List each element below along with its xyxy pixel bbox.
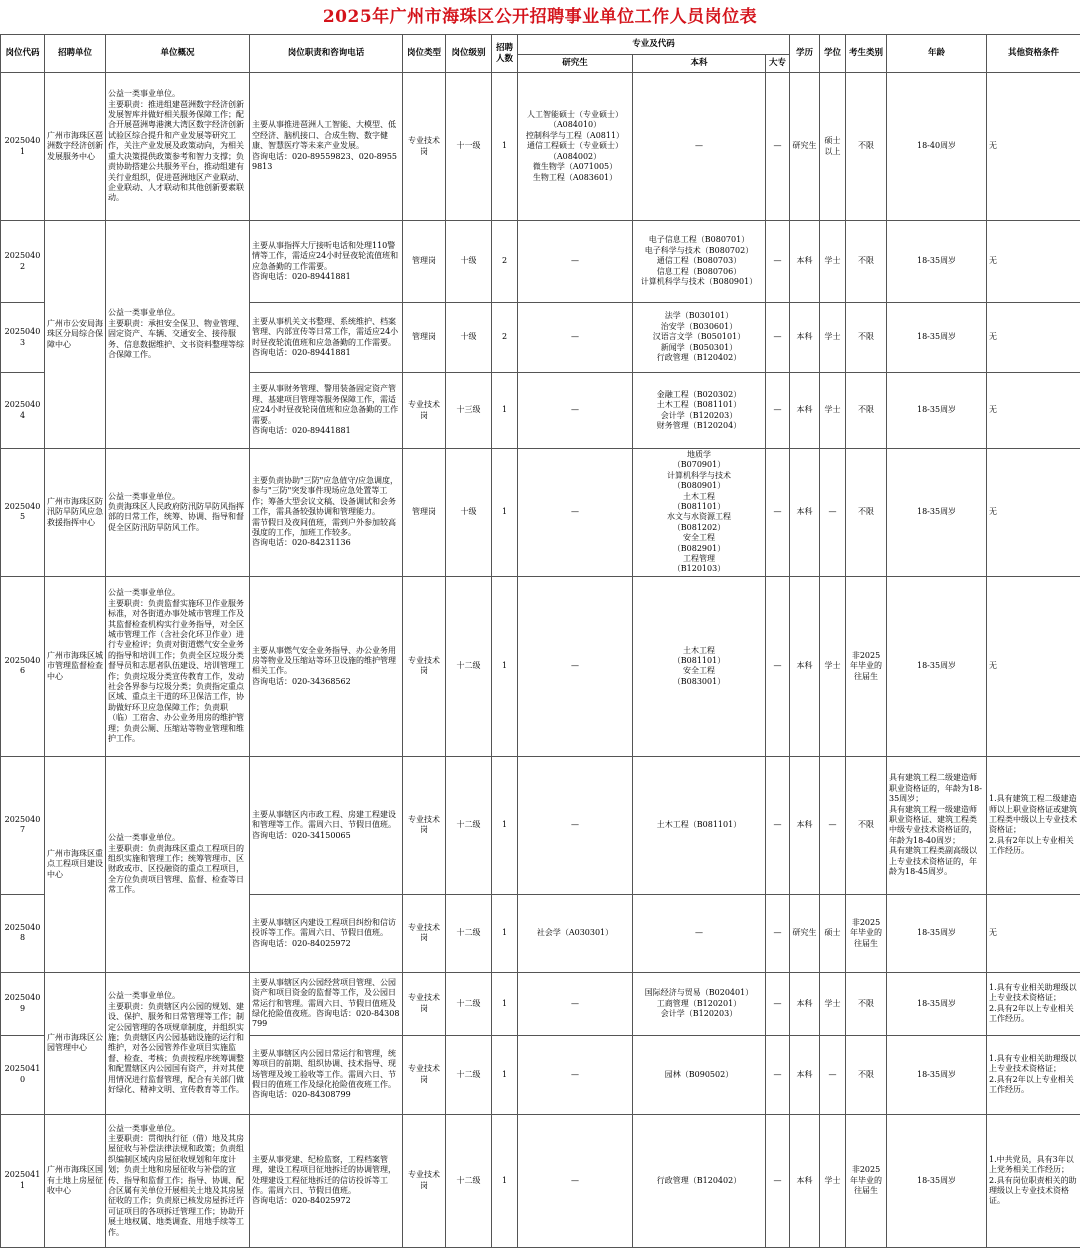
- cell-degree: 学士: [820, 221, 846, 303]
- cell-category: 不限: [846, 373, 887, 449]
- cell-age: 18-35周岁: [887, 576, 987, 756]
- cell-code: 20250403: [1, 303, 45, 373]
- cell-edu: 本科: [790, 303, 820, 373]
- cell-other: 无: [987, 894, 1080, 972]
- cell-overview: 公益一类事业单位。 负责海珠区人民政府防汛防旱防风指挥部的日常工作，统筹、协调、指导和督促全区防汛防旱防风工作。: [106, 449, 250, 577]
- cell-edu: 研究生: [790, 73, 820, 221]
- cell-category: 不限: [846, 972, 887, 1035]
- cell-count: 1: [492, 373, 518, 449]
- cell-other: 无: [987, 373, 1080, 449]
- cell-level: 十二级: [446, 1114, 492, 1247]
- cell-degree: 硕士: [820, 894, 846, 972]
- cell-college: —: [766, 303, 790, 373]
- cell-other: 1.具有专业相关助理级以上专业技术资格证； 2.具有2年以上专业相关工作经历。: [987, 972, 1080, 1035]
- cell-type: 专业技术岗: [403, 972, 446, 1035]
- header-age: 年龄: [887, 35, 987, 73]
- cell-duty: 主要从事燃气安全业务指导、办公业务用房等物业及压缩站等环卫设施的维护管理相关工作。 咨询电话：020-34368562: [250, 576, 403, 756]
- cell-duty: 主要从事辖区内市政工程、房建工程建设和管理等工作。需周六日、节假日值班。 咨询电话：020-34150065: [250, 756, 403, 894]
- header-grad: 研究生: [518, 55, 633, 73]
- cell-category: 不限: [846, 1035, 887, 1114]
- cell-category: 非2025年毕业的往届生: [846, 576, 887, 756]
- cell-grad: —: [518, 303, 633, 373]
- cell-count: 2: [492, 303, 518, 373]
- cell-grad: —: [518, 972, 633, 1035]
- cell-level: 十二级: [446, 972, 492, 1035]
- cell-category: 不限: [846, 73, 887, 221]
- cell-age: 18-35周岁: [887, 373, 987, 449]
- header-college: 大专: [766, 55, 790, 73]
- cell-type: 专业技术岗: [403, 1114, 446, 1247]
- cell-bach: 土木工程 （B081101） 安全工程 （B083001）: [633, 576, 766, 756]
- cell-other: 无: [987, 221, 1080, 303]
- cell-college: —: [766, 576, 790, 756]
- cell-college: —: [766, 894, 790, 972]
- cell-bach: 金融工程（B020302） 土木工程（B081101） 会计学（B120203） 财务管理（B120204）: [633, 373, 766, 449]
- cell-level: 十级: [446, 221, 492, 303]
- cell-type: 管理岗: [403, 449, 446, 577]
- cell-code: 20250402: [1, 221, 45, 303]
- cell-duty: 主要从事辖区内公园日常运行和管理，统筹项目的前期、组织协调、技术指导、现场管理及竣工验收等工作。需周六日、节假日的值班工作及绿化抢险值夜班工作。咨询电话：020-84308799: [250, 1035, 403, 1114]
- cell-type: 管理岗: [403, 221, 446, 303]
- cell-overview: 公益一类事业单位。 主要职责：负责辖区内公园的规划、建设、保护、服务和日常管理等工作；制定公园管理的各项规章制度，并组织实施；负责辖区内公园基础设施的运行和维护，对各公园管养作业项目实施监督、检查、考核；负责按程序统筹调整和配置辖区内公园国有资产，并对其使用情况进行监督管理，配合有关部门做好绿化、精神文明、宣传教育等工作。: [106, 972, 250, 1114]
- cell-grad: —: [518, 1114, 633, 1247]
- cell-overview: 公益一类事业单位。 主要职责：推进组建琶洲数字经济创新发展智库并做好相关服务保障工作；配合开展琶洲粤港澳大湾区数字经济创新试验区综合提升和产业发展等研究工作，关注产业发展及政策动向，为相关重大决策提供政策参考和智力支撑；负责协助搭建公共服务平台，推动组建有关行业组织，促进琶洲地区产业联动、企业联动、人才联动和其他创新要素联动。: [106, 73, 250, 221]
- cell-other: 无: [987, 449, 1080, 577]
- cell-age: 18-40周岁: [887, 73, 987, 221]
- cell-code: 20250407: [1, 756, 45, 894]
- cell-code: 20250411: [1, 1114, 45, 1247]
- cell-type: 专业技术岗: [403, 1035, 446, 1114]
- cell-degree: 硕士以上: [820, 73, 846, 221]
- cell-college: —: [766, 221, 790, 303]
- header-count: 招聘人数: [492, 35, 518, 73]
- cell-duty: 主要从事辖区内公园经营项目管理、公园资产和项目资金的监督等工作，及公园日常运行和管理。需周六日、节假日值班及绿化抢险值夜班。咨询电话：020-84308799: [250, 972, 403, 1035]
- header-other: 其他资格条件: [987, 35, 1080, 73]
- header-bach: 本科: [633, 55, 766, 73]
- cell-level: 十级: [446, 449, 492, 577]
- cell-level: 十二级: [446, 894, 492, 972]
- cell-type: 专业技术岗: [403, 894, 446, 972]
- cell-college: —: [766, 449, 790, 577]
- cell-degree: 学士: [820, 972, 846, 1035]
- cell-edu: 本科: [790, 221, 820, 303]
- cell-duty: 主要从事党建、纪检监察，工程档案管理，建设工程项目征地拆迁的协调管理，处理建设工程征地拆迁的信访投诉等工作。需周六日、节假日值班。 咨询电话：020-84025972: [250, 1114, 403, 1247]
- header-code: 岗位代码: [1, 35, 45, 73]
- cell-category: 不限: [846, 756, 887, 894]
- cell-degree: 学士: [820, 373, 846, 449]
- cell-grad: —: [518, 756, 633, 894]
- cell-level: 十一级: [446, 73, 492, 221]
- cell-other: 无: [987, 303, 1080, 373]
- table-row: [1, 73, 1080, 221]
- header-degree: 学位: [820, 35, 846, 73]
- cell-degree: 学士: [820, 576, 846, 756]
- cell-bach: 土木工程（B081101）: [633, 756, 766, 894]
- cell-age: 具有建筑工程二级建造师职业资格证的，年龄为18-35周岁； 具有建筑工程一级建造师职业资格证、建筑工程类中级专业技术资格证的，年龄为18-40周岁； 具有建筑工程类副高级以上专业技术资格证的，年龄为18-45周岁。: [887, 756, 987, 894]
- cell-category: 不限: [846, 303, 887, 373]
- table-row: [1, 449, 1080, 577]
- cell-college: —: [766, 373, 790, 449]
- cell-edu: 本科: [790, 756, 820, 894]
- cell-count: 1: [492, 1035, 518, 1114]
- cell-bach: —: [633, 894, 766, 972]
- cell-duty: 主要从事指挥大厅接听电话和处理110警情等工作，需适应24小时昼夜轮流值班和应急备勤的工作需要。 咨询电话：020-89441881: [250, 221, 403, 303]
- cell-count: 1: [492, 972, 518, 1035]
- cell-unit: 广州市海珠区防汛防旱防风应急救援指挥中心: [45, 449, 106, 577]
- cell-age: 18-35周岁: [887, 1114, 987, 1247]
- cell-count: 1: [492, 756, 518, 894]
- cell-bach: —: [633, 73, 766, 221]
- cell-edu: 本科: [790, 1035, 820, 1114]
- cell-type: 管理岗: [403, 303, 446, 373]
- cell-edu: 本科: [790, 449, 820, 577]
- cell-overview: 公益一类事业单位。 主要职责：负责海珠区重点工程项目的组织实施和管理工作；统筹管理市、区财政或市、区投融资的重点工程项目，全方位负责项目管理、监督、检查等日常工作。: [106, 756, 250, 972]
- cell-grad: —: [518, 576, 633, 756]
- header-major: 专业及代码: [518, 35, 790, 55]
- cell-bach: 法学（B030101） 治安学（B030601） 汉语言文学（B050101） 新闻学（B050301） 行政管理（B120402）: [633, 303, 766, 373]
- cell-count: 1: [492, 73, 518, 221]
- header-unit: 招聘单位: [45, 35, 106, 73]
- cell-count: 1: [492, 1114, 518, 1247]
- cell-level: 十二级: [446, 576, 492, 756]
- cell-age: 18-35周岁: [887, 1035, 987, 1114]
- cell-level: 十三级: [446, 373, 492, 449]
- header-type: 岗位类型: [403, 35, 446, 73]
- cell-bach: 电子信息工程（B080701） 电子科学与技术（B080702） 通信工程（B080703） 信息工程（B080706） 计算机科学与技术（B080901）: [633, 221, 766, 303]
- header-category: 考生类别: [846, 35, 887, 73]
- cell-other: 1.具有专业相关助理级以上专业技术资格证； 2.具有2年以上专业相关工作经历。: [987, 1035, 1080, 1114]
- cell-bach: 园林（B090502）: [633, 1035, 766, 1114]
- table-row: [1, 221, 1080, 303]
- cell-code: 20250401: [1, 73, 45, 221]
- cell-college: —: [766, 1035, 790, 1114]
- cell-type: 专业技术岗: [403, 576, 446, 756]
- table-row: [1, 1114, 1080, 1247]
- cell-overview: 公益一类事业单位。 主要职责：贯彻执行征（借）地及其房屋征收与补偿法律法规和政策；负责组织编制区域内房屋征收规划和年度计划；负责土地和房屋征收与补偿的宣传、指导和监督工作；指导、协调、配合区属有关单位开展相关土地及其房屋征收的工作；负责原已核发房屋拆迁许可证项目的各项拆迁管理工作；协助开展土地权属、地类调查、用地手续等工作。: [106, 1114, 250, 1247]
- cell-unit: 广州市海珠区城市管理监督检查中心: [45, 576, 106, 756]
- cell-code: 20250405: [1, 449, 45, 577]
- page-title: 2025年广州市海珠区公开招聘事业单位工作人员岗位表: [0, 0, 1080, 34]
- cell-bach: 国际经济与贸易（B020401） 工商管理（B120201） 会计学（B120203）: [633, 972, 766, 1035]
- cell-degree: —: [820, 449, 846, 577]
- cell-count: 1: [492, 449, 518, 577]
- cell-unit: 广州市海珠区公园管理中心: [45, 972, 106, 1114]
- cell-edu: 研究生: [790, 894, 820, 972]
- cell-grad: —: [518, 373, 633, 449]
- cell-age: 18-35周岁: [887, 221, 987, 303]
- cell-code: 20250410: [1, 1035, 45, 1114]
- cell-type: 专业技术岗: [403, 73, 446, 221]
- cell-other: 无: [987, 576, 1080, 756]
- cell-level: 十二级: [446, 1035, 492, 1114]
- cell-college: —: [766, 972, 790, 1035]
- job-table: [0, 34, 1080, 1248]
- cell-type: 专业技术岗: [403, 756, 446, 894]
- cell-unit: 广州市海珠区国有土地上房屋征收中心: [45, 1114, 106, 1247]
- cell-college: —: [766, 756, 790, 894]
- cell-code: 20250404: [1, 373, 45, 449]
- cell-code: 20250406: [1, 576, 45, 756]
- cell-overview: 公益一类事业单位。 主要职责：承担安全保卫、物业管理、固定资产、车辆、交通安全、接待服务、信息数据维护、文书资料整理等综合保障工作。: [106, 221, 250, 449]
- cell-edu: 本科: [790, 576, 820, 756]
- header-overview: 单位概况: [106, 35, 250, 73]
- cell-category: 非2025年毕业的往届生: [846, 894, 887, 972]
- cell-age: 18-35周岁: [887, 972, 987, 1035]
- cell-duty: 主要从事推进琶洲人工智能、大模型、低空经济、脑机接口、合成生物、数字健康、智慧医疗等未来产业发展。 咨询电话：020-89559823、020-89559813: [250, 73, 403, 221]
- cell-bach: 地质学 （B070901） 计算机科学与技术 （B080901） 土木工程 （B081101） 水文与水资源工程 （B081202） 安全工程 （B082901） 工程管理 （B120103）: [633, 449, 766, 577]
- cell-count: 2: [492, 221, 518, 303]
- cell-duty: 主要从事机关文书整理、系统维护、档案管理、内部宣传等日常工作，需适应24小时昼夜轮流值班和应急备勤的工作需要。 咨询电话：020-89441881: [250, 303, 403, 373]
- cell-college: —: [766, 1114, 790, 1247]
- cell-grad: —: [518, 449, 633, 577]
- cell-degree: —: [820, 756, 846, 894]
- cell-degree: —: [820, 1035, 846, 1114]
- cell-age: 18-35周岁: [887, 894, 987, 972]
- cell-age: 18-35周岁: [887, 303, 987, 373]
- cell-age: 18-35周岁: [887, 449, 987, 577]
- cell-grad: —: [518, 1035, 633, 1114]
- cell-grad: —: [518, 221, 633, 303]
- cell-bach: 行政管理（B120402）: [633, 1114, 766, 1247]
- cell-unit: 广州市海珠区琶洲数字经济创新发展服务中心: [45, 73, 106, 221]
- cell-degree: 学士: [820, 303, 846, 373]
- cell-college: —: [766, 73, 790, 221]
- table-row: [1, 576, 1080, 756]
- cell-edu: 本科: [790, 1114, 820, 1247]
- table-row: [1, 972, 1080, 1035]
- cell-other: 无: [987, 73, 1080, 221]
- cell-overview: 公益一类事业单位。 主要职责：负责监督实施环卫作业服务标准，对各街道办事处城市管理工作及其监督检查机构实行业务指导，对全区城市管理工作（含社会化环卫作业）进行专业检评；负责对街道燃气安全业务的指导和培训工作；负责全区垃圾分类督导员和志愿者队伍建设、培训管理工作；负责垃圾分类宣传教育工作，发动社会各界参与垃圾分类；负责指定重点区域、重点主干道的环卫保洁工作，协助做好环卫应急保障工作；负责职（临）工宿舍、办公业务用房的维护管理；负责公厕、压缩站等物业管理和维护工作。: [106, 576, 250, 756]
- cell-edu: 本科: [790, 972, 820, 1035]
- cell-other: 1.具有建筑工程二级建造师以上职业资格证或建筑工程类中级以上专业技术资格证； 2.具有2年以上专业相关工作经历。: [987, 756, 1080, 894]
- cell-other: 1.中共党员，具有3年以上党务相关工作经历； 2.具有岗位职责相关的助理级以上专业技术资格证。: [987, 1114, 1080, 1247]
- table-row: [1, 756, 1080, 894]
- cell-code: 20250408: [1, 894, 45, 972]
- header-edu: 学历: [790, 35, 820, 73]
- header-level: 岗位级别: [446, 35, 492, 73]
- cell-unit: 广州市公安局海珠区分局综合保障中心: [45, 221, 106, 449]
- cell-degree: 学士: [820, 1114, 846, 1247]
- cell-duty: 主要从事财务管理、警用装备固定资产管理、基建项目管理等服务保障工作，需适应24小时昼夜轮岗值班和应急备勤的工作需要。 咨询电话：020-89441881: [250, 373, 403, 449]
- cell-grad: 社会学（A030301）: [518, 894, 633, 972]
- header-duty: 岗位职责和咨询电话: [250, 35, 403, 73]
- cell-code: 20250409: [1, 972, 45, 1035]
- cell-count: 1: [492, 576, 518, 756]
- cell-category: 非2025年毕业的往届生: [846, 1114, 887, 1247]
- cell-level: 十级: [446, 303, 492, 373]
- cell-category: 不限: [846, 449, 887, 577]
- cell-duty: 主要从事辖区内建设工程项目纠纷和信访投诉等工作。需周六日、节假日值班。 咨询电话：020-84025972: [250, 894, 403, 972]
- cell-count: 1: [492, 894, 518, 972]
- cell-level: 十二级: [446, 756, 492, 894]
- cell-type: 专业技术岗: [403, 373, 446, 449]
- cell-unit: 广州市海珠区重点工程项目建设中心: [45, 756, 106, 972]
- cell-grad: 人工智能硕士（专业硕士） （A084010） 控制科学与工程（A0811） 通信工程硕士（专业硕士） （A084002） 微生物学（A071005） 生物工程（A083601）: [518, 73, 633, 221]
- cell-duty: 主要负责协助"三防"应急值守/应急调度，参与"三防"突发事件现场应急处置等工作；筹备大型会议文稿、设备调试和会务工作，需具备较强协调和管理能力。 需节假日及夜间值班，需到户外参加较高强度的工作，加班工作较多。 咨询电话：020-84231136: [250, 449, 403, 577]
- cell-category: 不限: [846, 221, 887, 303]
- cell-edu: 本科: [790, 373, 820, 449]
